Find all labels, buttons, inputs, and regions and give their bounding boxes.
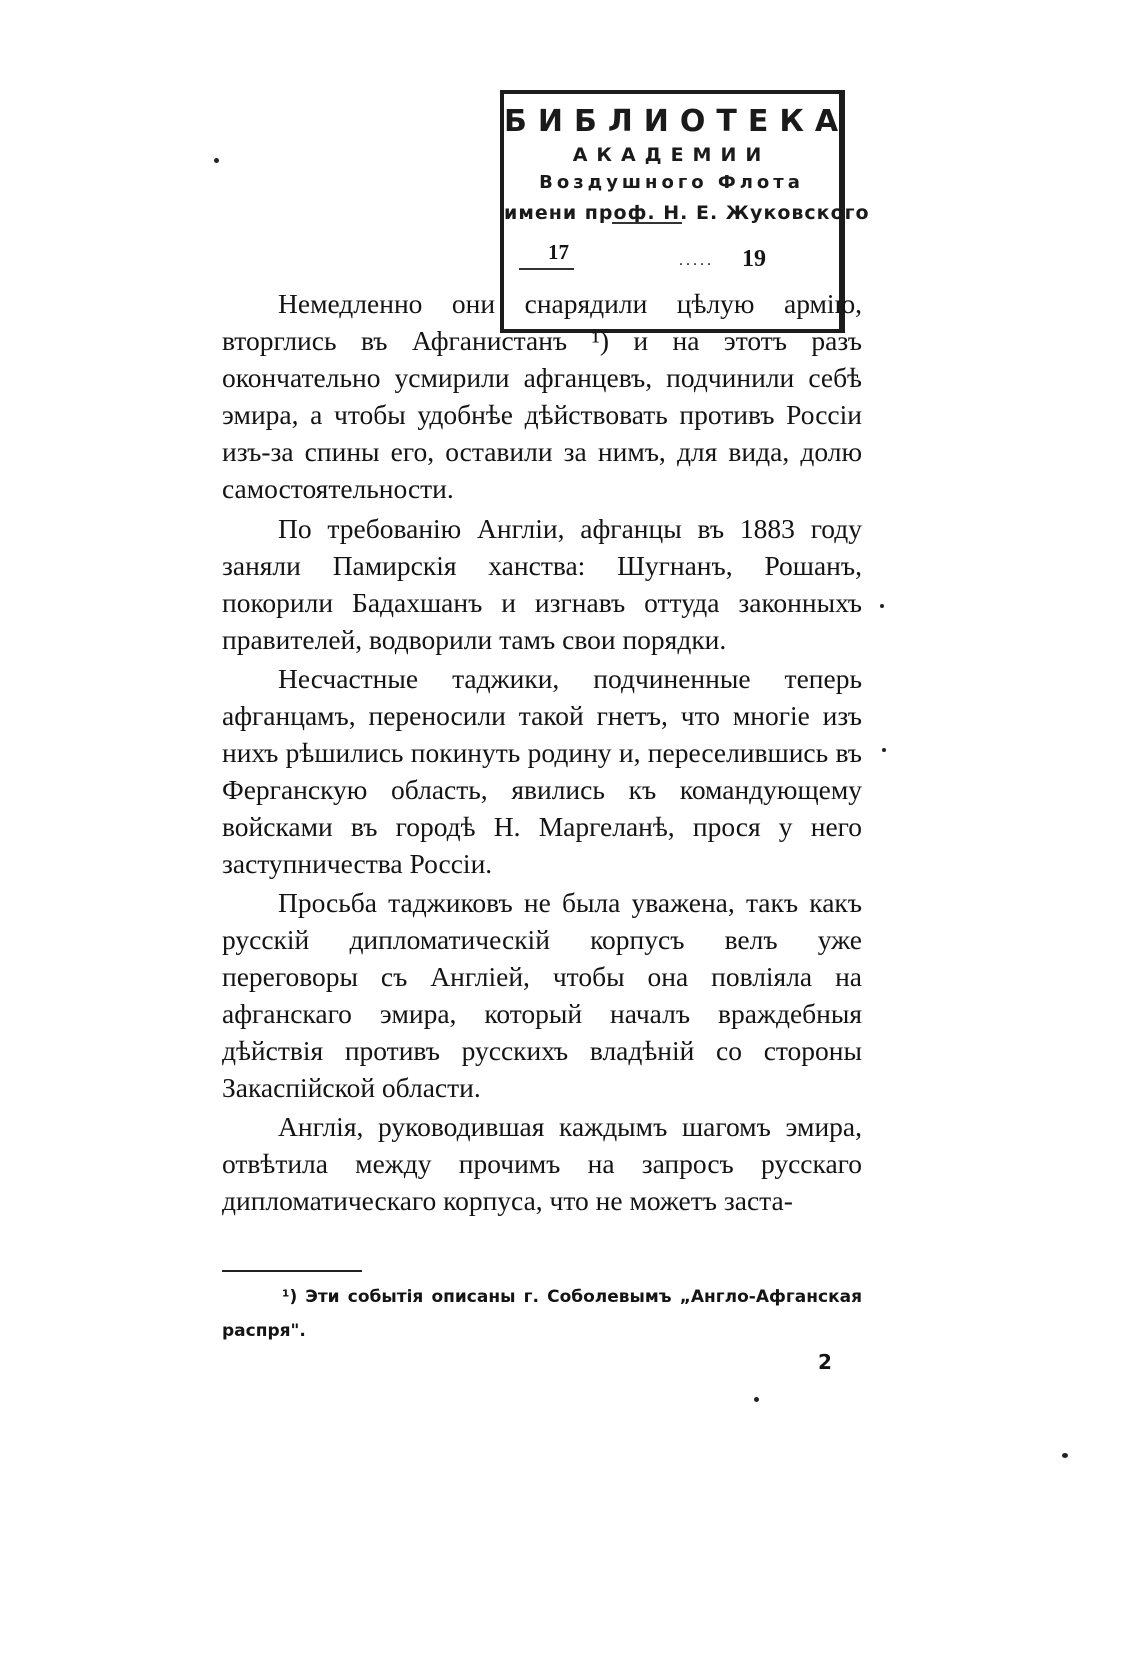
stamp-dash [519,268,574,270]
print-speck [882,748,886,752]
print-speck [754,1397,759,1402]
footnote: ¹) Эти событія описаны г. Соболевымъ „Англо-Афганская распря". [222,1287,862,1341]
stamp-line-air-fleet: Воздушного Флота [539,172,804,193]
paragraph-text: Несчастные таджики, подчиненные теперь афганцамъ, переносили такой гнетъ, что многіе изъ нихъ рѣшились покинуть родину и, переселившись въ Ферганскую область, явились къ командующему войсками въ городѣ Н. Маргеланѣ, прося у него заступничества Россіи. [222,663,862,879]
stamp-date-year: 19 [742,246,766,272]
paragraph-5 [222,1108,862,1219]
paragraph-text: Просьба таджиковъ не была уважена, такъ какъ русскій дипломатическій корпусъ велъ уже переговоры съ Англіей, чтобы она повліяла на афганскаго эмира, который началъ враждебныя дѣйствія противъ русскихъ владѣній со стороны Закаспійской области. [222,887,862,1103]
paragraph-2 [222,510,862,658]
paragraph-4 [222,884,862,1106]
paragraph-text: Немедленно они снарядили цѣлую армію, вторглись въ Афганистанъ ¹) и на этотъ разъ окончательно усмирили афганцевъ, подчинили себѣ эмира, а чтобы удобнѣе дѣйствовать противъ Россіи изъ-за спины его, оставили за нимъ, для вида, долю самостоятельности. [222,288,862,504]
paragraph-text: Англія, руководившая каждымъ шагомъ эмира, отвѣтила между прочимъ на запросъ русскаго дипломатическаго корпуса, что не можетъ заста- [222,1111,862,1216]
stamp-line-academy: АКАДЕМИИ [572,144,771,166]
page-number: 2 [818,1350,832,1374]
stamp-date-day: 17 [548,240,569,264]
stamp-line-name: имени проф. Н. Е. Жуковского [504,202,870,224]
footnote-rule [222,1270,362,1272]
print-speck [214,158,219,163]
paragraph-3 [222,660,862,882]
print-speck [880,604,884,608]
stamp-dots: ..... [679,252,714,269]
print-speck [1062,1453,1068,1458]
stamp-line-library: БИБЛИОТЕКА [504,104,850,139]
paragraph-text: По требованію Англіи, афганцы въ 1883 году заняли Памирскія ханства: Шугнанъ, Рошанъ, покорили Бадахшанъ и изгнавъ оттуда законныхъ правителей, водворили тамъ свои порядки. [222,513,862,655]
stamp-dash [612,222,682,224]
paragraph-1 [222,285,862,507]
